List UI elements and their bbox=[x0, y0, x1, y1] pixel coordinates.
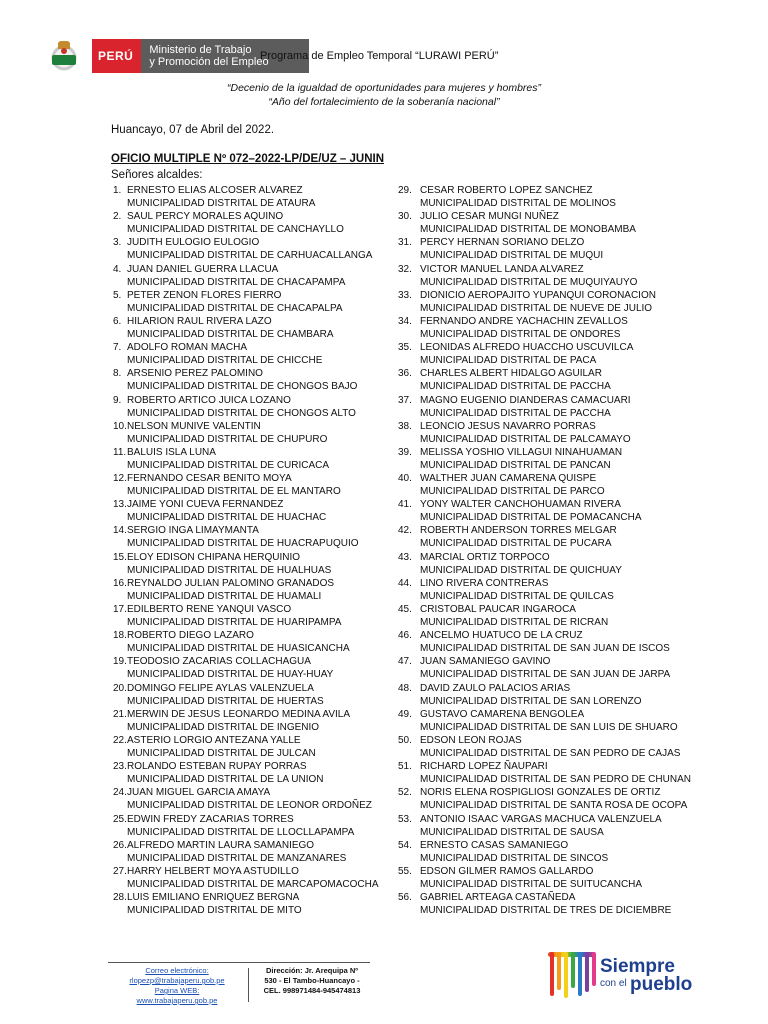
municipality-name: MUNICIPALIDAD DISTRITAL DE SAUSA bbox=[420, 826, 604, 838]
list-item bbox=[398, 497, 698, 523]
list-item bbox=[113, 812, 393, 838]
list-item bbox=[113, 419, 393, 445]
list-item bbox=[113, 707, 393, 733]
decenio-line2: “Año del fortalecimiento de la soberanía nacional” bbox=[268, 96, 500, 108]
mayor-name: DAVID ZAULO PALACIOS ARIAS bbox=[420, 682, 571, 694]
list-item bbox=[113, 235, 393, 261]
mayor-name: SAUL PERCY MORALES AQUINO bbox=[127, 211, 284, 223]
coat-of-arms-icon bbox=[46, 37, 82, 75]
item-number: 49. bbox=[398, 708, 412, 720]
municipality-name: MUNICIPALIDAD DISTRITAL DE CANCHAYLLO bbox=[127, 224, 344, 236]
municipality-name: MUNICIPALIDAD DISTRITAL DE CHACAPALPA bbox=[127, 302, 343, 314]
item-number: 51. bbox=[398, 761, 412, 773]
logo-word-pueblo: pueblo bbox=[630, 974, 693, 995]
list-item bbox=[398, 314, 698, 340]
municipality-name: MUNICIPALIDAD DISTRITAL DE MANZANARES bbox=[127, 852, 347, 864]
mayor-name: PERCY HERNAN SORIANO DELZO bbox=[420, 237, 585, 249]
municipality-name: MUNICIPALIDAD DISTRITAL DE PALCAMAYO bbox=[420, 433, 631, 445]
mayor-name: EDSON GILMER RAMOS GALLARDO bbox=[420, 865, 594, 877]
item-number: 45. bbox=[398, 604, 412, 615]
footer-divider bbox=[108, 962, 370, 963]
municipality-name: MUNICIPALIDAD DISTRITAL DE MITO bbox=[127, 905, 302, 917]
mayor-name: ROBERTO ARTICO JUICA LOZANO bbox=[127, 394, 291, 406]
mayor-name: LEONCIO JESUS NAVARRO PORRAS bbox=[420, 420, 596, 432]
mayor-name: ANTONIO ISAAC VARGAS MACHUCA VALENZUELA bbox=[420, 813, 662, 825]
municipality-name: MUNICIPALIDAD DISTRITAL DE SAN JUAN DE JARPA bbox=[420, 669, 671, 681]
logo-word-con-el: con el bbox=[600, 978, 627, 989]
municipality-name: MUNICIPALIDAD DISTRITAL DE NUEVE DE JULIO bbox=[420, 302, 653, 314]
brand-ministry-line2: y Promoción del Empleo bbox=[149, 56, 269, 68]
municipality-name: MUNICIPALIDAD DISTRITAL DE MONOBAMBA bbox=[420, 224, 636, 236]
salutation: Señores alcaldes: bbox=[111, 169, 203, 181]
item-number: 16. bbox=[113, 577, 127, 589]
mayor-name: LINO RIVERA CONTRERAS bbox=[420, 577, 549, 589]
oficio-title: OFICIO MULTIPLE Nº 072–2022-LP/DE/UZ – JUNIN bbox=[111, 153, 385, 165]
list-item bbox=[113, 628, 393, 654]
item-number: 12. bbox=[113, 473, 127, 485]
list-item bbox=[113, 262, 393, 288]
item-number: 25. bbox=[113, 813, 127, 825]
item-number: 33. bbox=[398, 289, 412, 301]
list-item bbox=[113, 602, 393, 628]
mayor-name: MARCIAL ORTIZ TORPOCO bbox=[420, 551, 550, 563]
mayor-name: GUSTAVO CAMARENA BENGOLEA bbox=[420, 708, 585, 720]
mayor-name: DOMINGO FELIPE AYLAS VALENZUELA bbox=[127, 682, 314, 694]
item-number: 18. bbox=[113, 630, 127, 642]
municipality-name: MUNICIPALIDAD DISTRITAL DE HUERTAS bbox=[127, 695, 324, 707]
footer-address bbox=[254, 966, 370, 996]
mayor-name: HILARION RAUL RIVERA LAZO bbox=[127, 315, 272, 327]
municipality-name: MUNICIPALIDAD DISTRITAL DE QUICHUAY bbox=[420, 564, 622, 576]
list-item bbox=[398, 890, 698, 916]
municipality-name: MUNICIPALIDAD DISTRITAL DE CHICCHE bbox=[127, 355, 323, 367]
mayor-name: ANCELMO HUATUCO DE LA CRUZ bbox=[420, 630, 583, 642]
municipality-name: MUNICIPALIDAD DISTRITAL DE HUAMALI bbox=[127, 590, 322, 602]
list-item bbox=[113, 576, 393, 602]
list-item bbox=[113, 340, 393, 366]
mayor-name: CESAR ROBERTO LOPEZ SANCHEZ bbox=[420, 185, 593, 196]
item-number: 7. bbox=[113, 342, 122, 354]
list-item bbox=[113, 471, 393, 497]
municipality-name: MUNICIPALIDAD DISTRITAL DE CHACAPAMPA bbox=[127, 276, 346, 288]
colored-bars-icon bbox=[548, 952, 596, 1000]
mayor-name: ARSENIO PEREZ PALOMINO bbox=[127, 368, 263, 380]
item-number: 35. bbox=[398, 342, 412, 354]
list-item bbox=[398, 707, 698, 733]
decenio-block bbox=[0, 81, 768, 109]
municipality-name: MUNICIPALIDAD DISTRITAL DE CURICACA bbox=[127, 459, 330, 471]
mayor-name: BALUIS ISLA LUNA bbox=[127, 446, 216, 458]
list-item bbox=[113, 209, 393, 235]
mayor-name: CHARLES ALBERT HIDALGO AGUILAR bbox=[420, 368, 602, 380]
mayor-name: JULIO CESAR MUNGI NUÑEZ bbox=[420, 211, 559, 223]
item-number: 4. bbox=[113, 263, 122, 275]
municipality-name: MUNICIPALIDAD DISTRITAL DE MOLINOS bbox=[420, 198, 616, 209]
item-number: 32. bbox=[398, 263, 412, 275]
item-number: 26. bbox=[113, 839, 127, 851]
list-item bbox=[113, 393, 393, 419]
item-number: 28. bbox=[113, 892, 127, 904]
mayor-name: ALFREDO MARTIN LAURA SAMANIEGO bbox=[127, 839, 315, 851]
municipality-name: MUNICIPALIDAD DISTRITAL DE PACCHA bbox=[420, 407, 611, 419]
item-number: 44. bbox=[398, 577, 412, 589]
item-number: 34. bbox=[398, 315, 412, 327]
list-item bbox=[113, 759, 393, 785]
mayor-name: GABRIEL ARTEAGA CASTAÑEDA bbox=[420, 892, 576, 904]
item-number: 54. bbox=[398, 839, 412, 851]
mayor-name: HARRY HELBERT MOYA ASTUDILLO bbox=[127, 865, 299, 877]
list-item bbox=[398, 262, 698, 288]
item-number: 41. bbox=[398, 499, 412, 511]
mayor-name: LUIS EMILIANO ENRIQUEZ BERGNA bbox=[127, 892, 300, 904]
list-item bbox=[398, 523, 698, 549]
mayor-name: SERGIO INGA LIMAYMANTA bbox=[127, 525, 259, 537]
item-number: 39. bbox=[398, 446, 412, 458]
list-item bbox=[398, 602, 698, 628]
list-item bbox=[398, 550, 698, 576]
mayor-name: MELISSA YOSHIO VILLAGUI NINAHUAMAN bbox=[420, 446, 623, 458]
municipality-name: MUNICIPALIDAD DISTRITAL DE LLOCLLAPAMPA bbox=[127, 826, 355, 838]
mayor-name: JAIME YONI CUEVA FERNANDEZ bbox=[127, 499, 284, 511]
item-number: 43. bbox=[398, 551, 412, 563]
municipality-name: MUNICIPALIDAD DISTRITAL DE ATAURA bbox=[127, 198, 316, 209]
item-number: 27. bbox=[113, 865, 127, 877]
municipality-name: MUNICIPALIDAD DISTRITAL DE CHONGOS ALTO bbox=[127, 407, 356, 419]
list-item bbox=[398, 838, 698, 864]
item-number: 30. bbox=[398, 211, 412, 223]
program-title: Programa de Empleo Temporal “LURAWI PERÚ” bbox=[260, 50, 499, 62]
list-item bbox=[113, 864, 393, 890]
brand-ministry-line1: Ministerio de Trabajo bbox=[149, 44, 252, 56]
list-item bbox=[113, 288, 393, 314]
web-label: Pagina WEB: bbox=[154, 986, 200, 995]
municipality-name: MUNICIPALIDAD DISTRITAL DE HUARIPAMPA bbox=[127, 617, 342, 628]
item-number: 5. bbox=[113, 289, 122, 301]
municipality-name: MUNICIPALIDAD DISTRITAL DE PACCHA bbox=[420, 381, 611, 393]
mayor-name: TEODOSIO ZACARIAS COLLACHAGUA bbox=[127, 656, 311, 668]
list-item bbox=[113, 445, 393, 471]
list-item bbox=[113, 681, 393, 707]
decenio-line1: “Decenio de la igualdad de oportunidades para mujeres y hombres” bbox=[226, 82, 542, 94]
item-number: 2. bbox=[113, 211, 122, 223]
list-item bbox=[398, 733, 698, 759]
address-line2: 530 - El Tambo-Huancayo - bbox=[264, 976, 360, 985]
item-number: 23. bbox=[113, 761, 127, 773]
item-number: 11. bbox=[113, 446, 127, 458]
municipality-name: MUNICIPALIDAD DISTRITAL DE MARCAPOMACOCHA bbox=[127, 878, 379, 890]
list-item bbox=[398, 812, 698, 838]
item-number: 42. bbox=[398, 525, 412, 537]
mayor-name: JUAN SAMANIEGO GAVINO bbox=[420, 656, 551, 668]
item-number: 22. bbox=[113, 734, 127, 746]
item-number: 29. bbox=[398, 185, 412, 196]
mayor-name: ELOY EDISON CHIPANA HERQUINIO bbox=[127, 551, 301, 563]
mayor-name: LEONIDAS ALFREDO HUACCHO USCUVILCA bbox=[420, 342, 634, 354]
mayor-name: VICTOR MANUEL LANDA ALVAREZ bbox=[420, 263, 584, 275]
list-item bbox=[398, 235, 698, 261]
item-number: 40. bbox=[398, 473, 412, 485]
municipality-name: MUNICIPALIDAD DISTRITAL DE LA UNION bbox=[127, 774, 324, 786]
mayor-name: CRISTOBAL PAUCAR INGAROCA bbox=[420, 604, 576, 615]
mayor-name: ERNESTO CASAS SAMANIEGO bbox=[420, 839, 569, 851]
municipality-name: MUNICIPALIDAD DISTRITAL DE HUALHUAS bbox=[127, 564, 332, 576]
list-item bbox=[113, 497, 393, 523]
list-item bbox=[398, 628, 698, 654]
list-item bbox=[398, 209, 698, 235]
municipality-name: MUNICIPALIDAD DISTRITAL DE CHAMBARA bbox=[127, 328, 334, 340]
mayor-name: FERNANDO ANDRE YACHACHIN ZEVALLOS bbox=[420, 315, 628, 327]
list-item bbox=[113, 785, 393, 811]
email-link[interactable]: rlopezp@trabajaperu.gob.pe bbox=[129, 976, 225, 985]
list-item bbox=[113, 314, 393, 340]
item-number: 6. bbox=[113, 315, 122, 327]
list-item bbox=[113, 523, 393, 549]
municipality-name: MUNICIPALIDAD DISTRITAL DE PUCARA bbox=[420, 538, 612, 550]
list-item bbox=[398, 576, 698, 602]
web-link[interactable]: www.trabajaperu.gob.pe bbox=[136, 996, 218, 1005]
mayor-name: FERNANDO CESAR BENITO MOYA bbox=[127, 473, 292, 485]
municipality-name: MUNICIPALIDAD DISTRITAL DE CARHUACALLANGA bbox=[127, 250, 373, 262]
item-number: 36. bbox=[398, 368, 412, 380]
municipality-name: MUNICIPALIDAD DISTRITAL DE CHONGOS BAJO bbox=[127, 381, 358, 393]
list-item bbox=[113, 366, 393, 392]
municipality-name: MUNICIPALIDAD DISTRITAL DE RICRAN bbox=[420, 617, 609, 628]
mayor-name: ROBERTO DIEGO LAZARO bbox=[127, 630, 254, 642]
mayor-name: NELSON MUNIVE VALENTIN bbox=[127, 420, 261, 432]
municipality-name: MUNICIPALIDAD DISTRITAL DE PANCAN bbox=[420, 459, 611, 471]
list-item bbox=[113, 183, 393, 209]
item-number: 37. bbox=[398, 394, 412, 406]
siempre-con-el-pueblo-logo bbox=[548, 950, 693, 1002]
item-number: 20. bbox=[113, 682, 127, 694]
list-item bbox=[398, 340, 698, 366]
municipality-name: MUNICIPALIDAD DISTRITAL DE MUQUIYAUYO bbox=[420, 276, 638, 288]
mayor-name: NORIS ELENA ROSPIGLIOSI GONZALES DE ORTIZ bbox=[420, 787, 661, 799]
municipality-name: MUNICIPALIDAD DISTRITAL DE SAN LORENZO bbox=[420, 695, 642, 707]
footer bbox=[108, 962, 370, 1004]
item-number: 56. bbox=[398, 892, 412, 904]
mayor-name: JUAN MIGUEL GARCIA AMAYA bbox=[127, 787, 271, 799]
municipality-name: MUNICIPALIDAD DISTRITAL DE HUACHAC bbox=[127, 512, 327, 524]
item-number: 14. bbox=[113, 525, 127, 537]
item-number: 1. bbox=[113, 185, 122, 196]
municipality-name: MUNICIPALIDAD DISTRITAL DE SAN PEDRO DE CHUNAN bbox=[420, 774, 691, 786]
item-number: 48. bbox=[398, 682, 412, 694]
item-number: 3. bbox=[113, 237, 122, 249]
mayor-name: MAGNO EUGENIO DIANDERAS CAMACUARI bbox=[420, 394, 631, 406]
municipality-name: MUNICIPALIDAD DISTRITAL DE SANTA ROSA DE OCOPA bbox=[420, 800, 688, 812]
list-item bbox=[398, 681, 698, 707]
list-item bbox=[113, 838, 393, 864]
item-number: 52. bbox=[398, 787, 412, 799]
list-item bbox=[398, 471, 698, 497]
footer-contact bbox=[108, 966, 246, 1006]
municipality-name: MUNICIPALIDAD DISTRITAL DE LEONOR ORDOÑEZ bbox=[127, 800, 372, 812]
brand-country: PERÚ bbox=[92, 39, 141, 73]
footer-separator bbox=[248, 968, 249, 1002]
item-number: 8. bbox=[113, 368, 122, 380]
item-number: 9. bbox=[113, 394, 122, 406]
item-number: 50. bbox=[398, 734, 412, 746]
item-number: 13. bbox=[113, 499, 127, 511]
email-label: Correo electrónico: bbox=[145, 966, 209, 975]
mayor-name: PETER ZENON FLORES FIERRO bbox=[127, 289, 282, 301]
municipality-name: MUNICIPALIDAD DISTRITAL DE HUASICANCHA bbox=[127, 643, 350, 655]
item-number: 38. bbox=[398, 420, 412, 432]
municipality-name: MUNICIPALIDAD DISTRITAL DE SUITUCANCHA bbox=[420, 878, 643, 890]
municipality-name: MUNICIPALIDAD DISTRITAL DE SAN PEDRO DE CAJAS bbox=[420, 747, 681, 759]
list-item bbox=[398, 393, 698, 419]
item-number: 31. bbox=[398, 237, 412, 249]
list-item bbox=[398, 419, 698, 445]
list-item bbox=[113, 550, 393, 576]
item-number: 19. bbox=[113, 656, 127, 668]
municipality-name: MUNICIPALIDAD DISTRITAL DE PACA bbox=[420, 355, 597, 367]
municipality-name: MUNICIPALIDAD DISTRITAL DE JULCAN bbox=[127, 747, 316, 759]
mayor-name: RICHARD LOPEZ ÑAUPARI bbox=[420, 761, 548, 773]
address-line3: CEL. 998971484-945474813 bbox=[263, 986, 361, 995]
municipality-name: MUNICIPALIDAD DISTRITAL DE HUAY-HUAY bbox=[127, 669, 334, 681]
municipality-name: MUNICIPALIDAD DISTRITAL DE CHUPURO bbox=[127, 433, 328, 445]
municipality-name: MUNICIPALIDAD DISTRITAL DE SINCOS bbox=[420, 852, 609, 864]
mayor-name: ERNESTO ELIAS ALCOSER ALVAREZ bbox=[127, 185, 303, 196]
municipality-name: MUNICIPALIDAD DISTRITAL DE HUACRAPUQUIO bbox=[127, 538, 359, 550]
mayor-name: ADOLFO ROMAN MACHA bbox=[127, 342, 248, 354]
mayor-name: JUAN DANIEL GUERRA LLACUA bbox=[127, 263, 279, 275]
mayors-list-right bbox=[398, 183, 698, 916]
item-number: 17. bbox=[113, 604, 127, 615]
letter-date: Huancayo, 07 de Abril del 2022. bbox=[111, 124, 275, 136]
municipality-name: MUNICIPALIDAD DISTRITAL DE EL MANTARO bbox=[127, 486, 341, 498]
address-line1: Dirección: Jr. Arequipa Nº bbox=[265, 966, 359, 975]
mayor-name: JUDITH EULOGIO EULOGIO bbox=[127, 237, 260, 249]
municipality-name: MUNICIPALIDAD DISTRITAL DE POMACANCHA bbox=[420, 512, 642, 524]
list-item bbox=[398, 445, 698, 471]
municipality-name: MUNICIPALIDAD DISTRITAL DE ONDORES bbox=[420, 328, 621, 340]
mayor-name: EDILBERTO RENE YANQUI VASCO bbox=[127, 604, 292, 615]
municipality-name: MUNICIPALIDAD DISTRITAL DE MUQUI bbox=[420, 250, 604, 262]
municipality-name: MUNICIPALIDAD DISTRITAL DE INGENIO bbox=[127, 721, 320, 733]
mayor-name: ROBERTH ANDERSON TORRES MELGAR bbox=[420, 525, 617, 537]
item-number: 55. bbox=[398, 865, 412, 877]
item-number: 15. bbox=[113, 551, 127, 563]
list-item bbox=[398, 759, 698, 785]
municipality-name: MUNICIPALIDAD DISTRITAL DE SAN JUAN DE ISCOS bbox=[420, 643, 670, 655]
mayors-list-left bbox=[113, 183, 393, 916]
list-item bbox=[398, 785, 698, 811]
municipality-name: MUNICIPALIDAD DISTRITAL DE TRES DE DICIEMBRE bbox=[420, 905, 672, 917]
mayor-name: EDSON LEON ROJAS bbox=[420, 734, 522, 746]
logo-word-siempre: Siempre bbox=[600, 956, 675, 977]
item-number: 46. bbox=[398, 630, 412, 642]
list-item bbox=[398, 864, 698, 890]
municipality-name: MUNICIPALIDAD DISTRITAL DE QUILCAS bbox=[420, 590, 614, 602]
list-item bbox=[398, 654, 698, 680]
municipality-name: MUNICIPALIDAD DISTRITAL DE SAN LUIS DE SHUARO bbox=[420, 721, 678, 733]
municipality-name: MUNICIPALIDAD DISTRITAL DE PARCO bbox=[420, 486, 605, 498]
mayor-name: YONY WALTER CANCHOHUAMAN RIVERA bbox=[420, 499, 621, 511]
mayor-name: DIONICIO AEROPAJITO YUPANQUI CORONACION bbox=[420, 289, 656, 301]
mayor-name: REYNALDO JULIAN PALOMINO GRANADOS bbox=[127, 577, 335, 589]
item-number: 47. bbox=[398, 656, 412, 668]
mayor-name: MERWIN DE JESUS LEONARDO MEDINA AVILA bbox=[127, 708, 351, 720]
item-number: 53. bbox=[398, 813, 412, 825]
list-item bbox=[113, 890, 393, 916]
list-item bbox=[113, 733, 393, 759]
list-item bbox=[398, 366, 698, 392]
mayor-name: EDWIN FREDY ZACARIAS TORRES bbox=[127, 813, 294, 825]
mayor-name: WALTHER JUAN CAMARENA QUISPE bbox=[420, 473, 597, 485]
list-item bbox=[113, 654, 393, 680]
mayor-name: ROLANDO ESTEBAN RUPAY PORRAS bbox=[127, 761, 307, 773]
mayor-name: ASTERIO LORGIO ANTEZANA YALLE bbox=[127, 734, 301, 746]
item-number: 24. bbox=[113, 787, 127, 799]
list-item bbox=[398, 288, 698, 314]
item-number: 21. bbox=[113, 708, 127, 720]
list-item bbox=[398, 183, 698, 209]
item-number: 10. bbox=[113, 420, 127, 432]
